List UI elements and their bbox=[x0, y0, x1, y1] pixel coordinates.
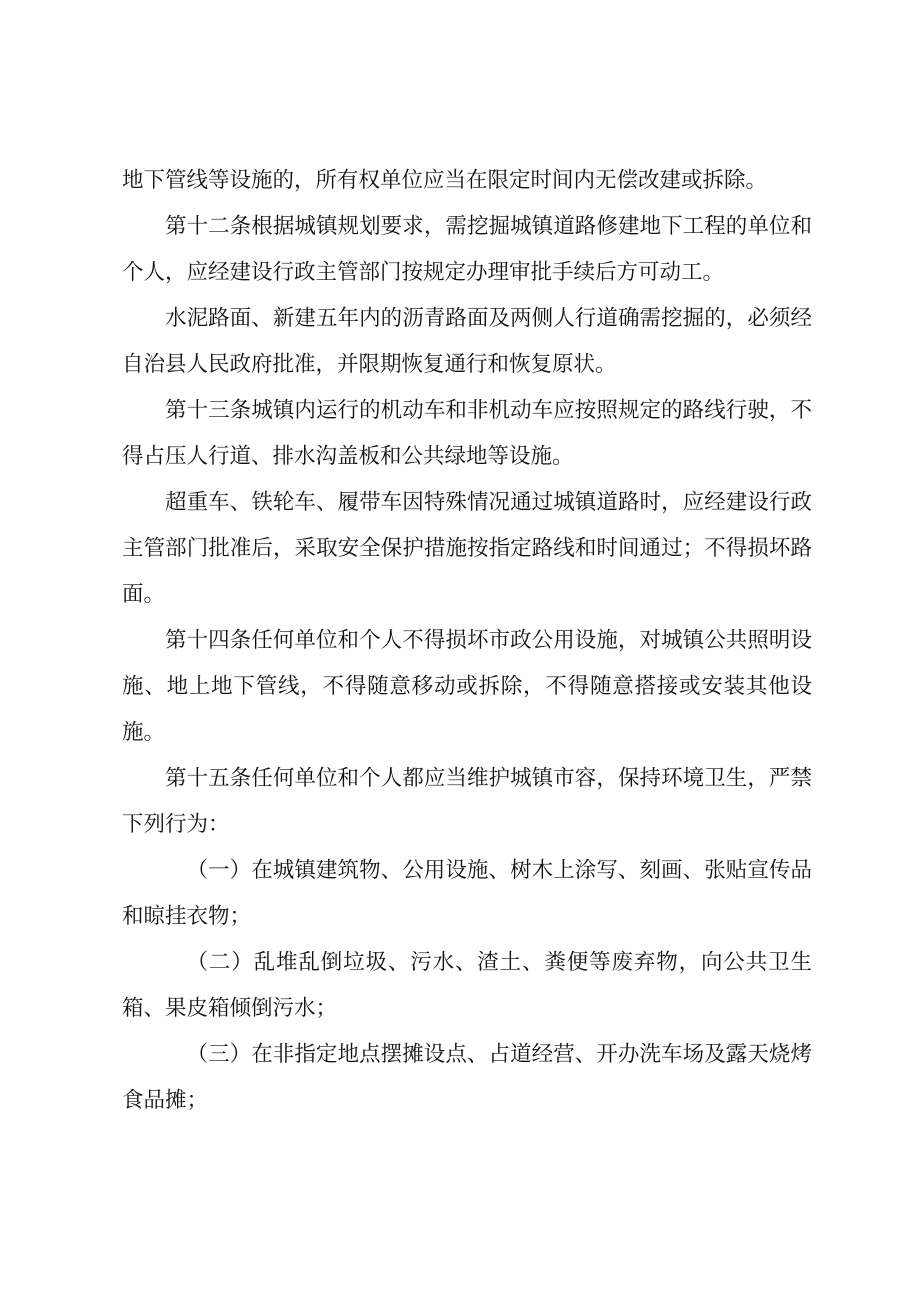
paragraph-article-15: 第十五条任何单位和个人都应当维护城镇市容，保持环境卫生，严禁下列行为： bbox=[122, 766, 812, 837]
paragraph-article-12: 第十二条根据城镇规划要求，需挖掘城镇道路修建地下工程的单位和个人，应经建设行政主管部门按规定办理审批手续后方可动工。 bbox=[122, 214, 812, 285]
list-item: （三）在非指定地点摆摊设点、占道经营、开办洗车场及露天烧烤食品摊； bbox=[122, 1042, 812, 1113]
paragraph: 超重车、铁轮车、履带车因特殊情况通过城镇道路时，应经建设行政主管部门批准后，采取安全保护措施按指定路线和时间通过；不得损坏路面。 bbox=[122, 490, 812, 607]
list-item: （一）在城镇建筑物、公用设施、树木上涂写、刻画、张贴宣传品和晾挂衣物； bbox=[122, 858, 812, 929]
paragraph-article-14: 第十四条任何单位和个人不得损坏市政公用设施，对城镇公共照明设施、地上地下管线，不得随意移动或拆除，不得随意搭接或安装其他设施。 bbox=[122, 628, 812, 745]
paragraph-article-13: 第十三条城镇内运行的机动车和非机动车应按照规定的路线行驶，不得占压人行道、排水沟盖板和公共绿地等设施。 bbox=[122, 398, 812, 469]
document-body bbox=[122, 158, 812, 1124]
paragraph: 地下管线等设施的，所有权单位应当在限定时间内无偿改建或拆除。 bbox=[122, 168, 768, 193]
list-item: （二）乱堆乱倒垃圾、污水、渣土、粪便等废弃物，向公共卫生箱、果皮箱倾倒污水； bbox=[122, 950, 812, 1021]
paragraph: 水泥路面、新建五年内的沥青路面及两侧人行道确需挖掘的，必须经自治县人民政府批准，并限期恢复通行和恢复原状。 bbox=[122, 306, 812, 377]
